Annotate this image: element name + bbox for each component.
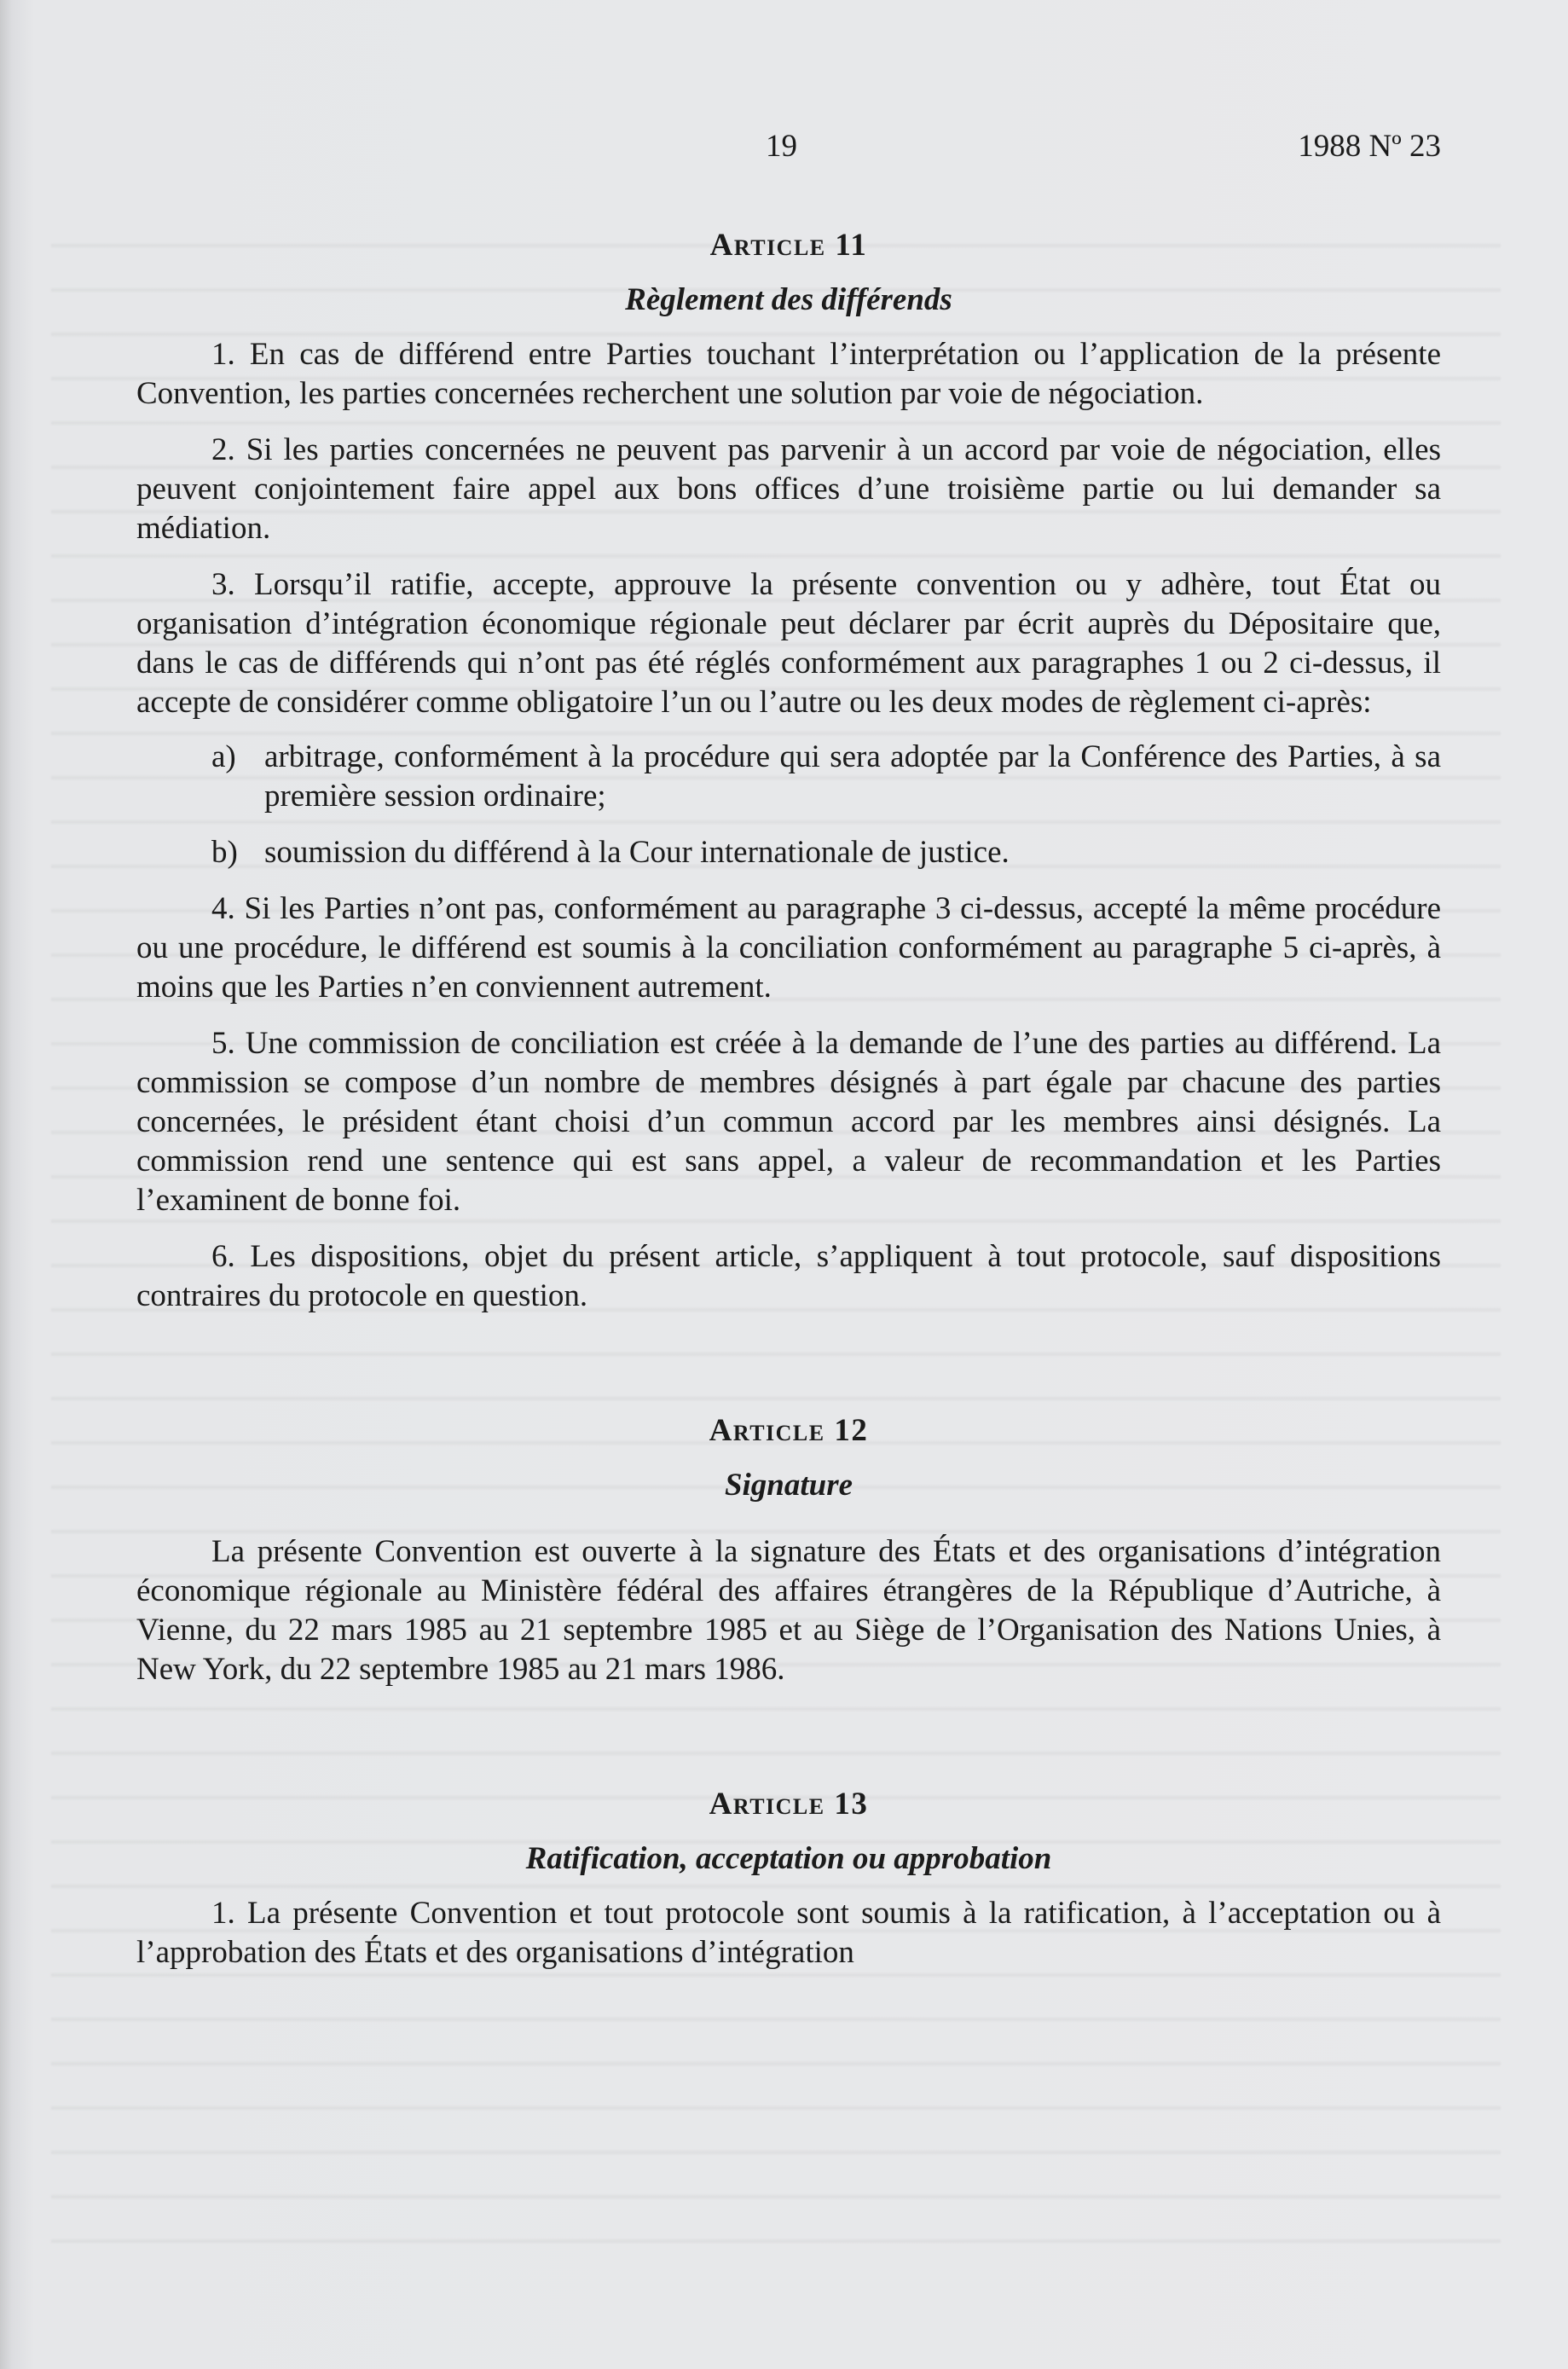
list-item-text: arbitrage, conformément à la procédure qui sera adoptée par la Conférence des Parties, à sa première session ordinaire; bbox=[264, 739, 1441, 814]
document-body bbox=[136, 226, 1441, 1972]
paragraph: 2. Si les parties concernées ne peuvent pas parvenir à un accord par voie de négociation, elles peuvent conjointement faire appel aux bons offices d’une troisième partie ou lui demander sa médiation. bbox=[136, 432, 1441, 546]
paragraph: 1. La présente Convention et tout protocole sont soumis à la ratification, à l’acceptation ou à l’approbation des États et des organisations d’intégration bbox=[136, 1896, 1441, 1970]
paragraph: 6. Les dispositions, objet du présent article, s’appliquent à tout protocole, sauf dispositions contraires du protocole en question. bbox=[136, 1239, 1441, 1313]
list-marker: a) bbox=[211, 739, 236, 774]
list-item bbox=[136, 738, 1441, 816]
paragraph: La présente Convention est ouverte à la signature des États et des organisations d’intégration économique régionale au Ministère fédéral des affaires étrangères de la République d’Autriche, à Vienne, du 22 mars 1985 au 21 septembre 1985 et au Siège de l’Organisation des Nations Unies, à New York, du 22 septembre 1985 au 21 mars 1986. bbox=[136, 1534, 1441, 1687]
article-13 bbox=[136, 1785, 1441, 1972]
article-12 bbox=[136, 1411, 1441, 1689]
article-11 bbox=[136, 226, 1441, 1316]
paragraph: 1. En cas de différend entre Parties touchant l’interprétation ou l’application de la présente Convention, les parties concernées recherchent une solution par voie de négociation. bbox=[136, 337, 1441, 411]
list-item bbox=[136, 833, 1441, 872]
article-title: Article 13 bbox=[709, 1787, 869, 1822]
article-subtitle: Signature bbox=[724, 1468, 853, 1503]
list-marker: b) bbox=[211, 835, 238, 870]
paragraph: 5. Une commission de conciliation est créée à la demande de l’une des parties au différend. La commission se compose d’un nombre de membres désignés à part égale par chacune des parties concernées, le président étant choisi d’un commun accord par les membres ainsi désignés. La commission rend une sentence qui est sans appel, a valeur de recommandation et les Parties l’examinent de bonne foi. bbox=[136, 1026, 1441, 1218]
article-title: Article 12 bbox=[709, 1413, 869, 1448]
list-item-text: soumission du différend à la Cour internationale de justice. bbox=[264, 835, 1010, 870]
paragraph: 4. Si les Parties n’ont pas, conformément au paragraphe 3 ci-dessus, accepté la même procédure ou une procédure, le différend est soumis à la conciliation conformément au paragraphe 5 ci-après, à moins que les Parties n’en conviennent autrement. bbox=[136, 891, 1441, 1005]
paragraph: 3. Lorsqu’il ratifie, accepte, approuve la présente convention ou y adhère, tout État ou organisation d’intégration économique régionale peut déclarer par écrit auprès du Dépositaire que, dans le cas de différends qui n’ont pas été réglés conformément aux paragraphes 1 ou 2 ci-dessus, il accepte de considérer comme obligatoire l’un ou l’autre ou les deux modes de règlement ci-après: bbox=[136, 567, 1441, 720]
article-subtitle: Ratification, acceptation ou approbation bbox=[525, 1841, 1052, 1876]
page-number: 19 bbox=[766, 129, 797, 164]
article-title: Article 11 bbox=[709, 228, 868, 263]
page-header bbox=[136, 128, 1441, 171]
document-reference: 1988 Nº 23 bbox=[1298, 129, 1441, 164]
article-subtitle: Règlement des différends bbox=[625, 282, 952, 317]
